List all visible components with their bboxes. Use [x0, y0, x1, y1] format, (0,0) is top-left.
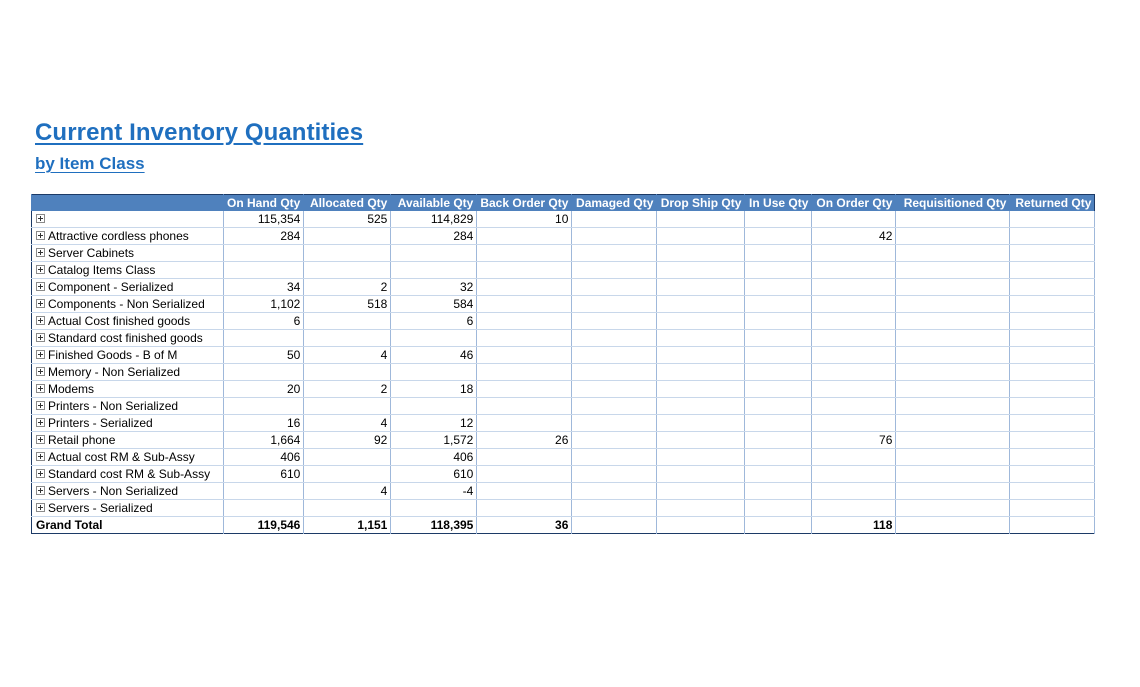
- expand-plus-icon[interactable]: [36, 333, 45, 342]
- value-cell: [1010, 313, 1095, 330]
- row-label: Printers - Non Serialized: [48, 399, 179, 413]
- value-cell: [745, 449, 812, 466]
- value-cell: [1010, 364, 1095, 381]
- value-cell: [812, 500, 896, 517]
- value-cell: [812, 245, 896, 262]
- value-cell: [304, 364, 391, 381]
- row-label-cell: [32, 228, 224, 245]
- value-cell: [657, 432, 745, 449]
- value-cell: [1010, 449, 1095, 466]
- column-header: Drop Ship Qty: [657, 195, 745, 212]
- value-cell: [304, 449, 391, 466]
- value-cell: 1,664: [224, 432, 304, 449]
- value-cell: [745, 211, 812, 228]
- value-cell: [304, 313, 391, 330]
- value-cell: [477, 296, 572, 313]
- value-cell: [896, 466, 1010, 483]
- expand-plus-icon[interactable]: [36, 367, 45, 376]
- expand-plus-icon[interactable]: [36, 384, 45, 393]
- value-cell: [812, 330, 896, 347]
- value-cell: 2: [304, 279, 391, 296]
- value-cell: 18: [391, 381, 477, 398]
- value-cell: [572, 330, 657, 347]
- value-cell: [572, 245, 657, 262]
- value-cell: 20: [224, 381, 304, 398]
- value-cell: -4: [391, 483, 477, 500]
- value-cell: [896, 398, 1010, 415]
- value-cell: [304, 245, 391, 262]
- expand-plus-icon[interactable]: [36, 214, 45, 223]
- row-label: Retail phone: [48, 433, 116, 447]
- report-title: Current Inventory Quantities: [35, 119, 364, 146]
- row-label-cell: [32, 415, 224, 432]
- value-cell: [745, 279, 812, 296]
- value-cell: 114,829: [391, 211, 477, 228]
- value-cell: [745, 466, 812, 483]
- column-header: Back Order Qty: [477, 195, 572, 212]
- value-cell: [896, 330, 1010, 347]
- row-label: Attractive cordless phones: [48, 229, 189, 243]
- row-label: Actual cost RM & Sub-Assy: [48, 450, 195, 464]
- value-cell: [745, 517, 812, 534]
- value-cell: [745, 398, 812, 415]
- value-cell: [896, 500, 1010, 517]
- value-cell: 76: [812, 432, 896, 449]
- value-cell: [745, 381, 812, 398]
- value-cell: [477, 483, 572, 500]
- value-cell: 1,572: [391, 432, 477, 449]
- value-cell: [745, 364, 812, 381]
- value-cell: [896, 483, 1010, 500]
- value-cell: 4: [304, 415, 391, 432]
- value-cell: [745, 296, 812, 313]
- value-cell: [745, 347, 812, 364]
- row-label-cell: [32, 381, 224, 398]
- value-cell: 115,354: [224, 211, 304, 228]
- value-cell: [1010, 517, 1095, 534]
- expand-plus-icon[interactable]: [36, 486, 45, 495]
- expand-plus-icon[interactable]: [36, 435, 45, 444]
- value-cell: [391, 364, 477, 381]
- row-label-cell: [32, 211, 224, 228]
- value-cell: [896, 279, 1010, 296]
- value-cell: [572, 466, 657, 483]
- expand-plus-icon[interactable]: [36, 282, 45, 291]
- value-cell: [657, 517, 745, 534]
- table-row: [32, 398, 1095, 415]
- value-cell: [657, 279, 745, 296]
- expand-plus-icon[interactable]: [36, 503, 45, 512]
- value-cell: [572, 279, 657, 296]
- value-cell: [1010, 245, 1095, 262]
- value-cell: [477, 381, 572, 398]
- value-cell: [896, 211, 1010, 228]
- value-cell: [477, 500, 572, 517]
- row-label-cell: [32, 296, 224, 313]
- row-label-cell: [32, 279, 224, 296]
- expand-plus-icon[interactable]: [36, 231, 45, 240]
- value-cell: [812, 449, 896, 466]
- value-cell: [572, 262, 657, 279]
- value-cell: [304, 500, 391, 517]
- value-cell: [896, 245, 1010, 262]
- value-cell: [812, 398, 896, 415]
- value-cell: 92: [304, 432, 391, 449]
- value-cell: [745, 432, 812, 449]
- row-label: Component - Serialized: [48, 280, 174, 294]
- value-cell: [477, 228, 572, 245]
- column-header: Requisitioned Qty: [896, 195, 1010, 212]
- value-cell: [1010, 466, 1095, 483]
- value-cell: 12: [391, 415, 477, 432]
- expand-plus-icon[interactable]: [36, 265, 45, 274]
- value-cell: [896, 449, 1010, 466]
- value-cell: [477, 466, 572, 483]
- value-cell: 4: [304, 483, 391, 500]
- value-cell: [657, 466, 745, 483]
- value-cell: [572, 517, 657, 534]
- value-cell: [1010, 483, 1095, 500]
- value-cell: 518: [304, 296, 391, 313]
- value-cell: [391, 500, 477, 517]
- value-cell: [391, 330, 477, 347]
- value-cell: 406: [224, 449, 304, 466]
- value-cell: [477, 364, 572, 381]
- value-cell: [657, 262, 745, 279]
- table-row: [32, 381, 1095, 398]
- row-label: Servers - Non Serialized: [48, 484, 179, 498]
- value-cell: [304, 262, 391, 279]
- value-cell: [657, 500, 745, 517]
- value-cell: [896, 364, 1010, 381]
- value-cell: [896, 415, 1010, 432]
- value-cell: [1010, 500, 1095, 517]
- value-cell: 34: [224, 279, 304, 296]
- value-cell: [572, 211, 657, 228]
- value-cell: [224, 330, 304, 347]
- value-cell: [477, 245, 572, 262]
- row-label: Modems: [48, 382, 95, 396]
- value-cell: [477, 262, 572, 279]
- value-cell: 42: [812, 228, 896, 245]
- value-cell: [304, 228, 391, 245]
- value-cell: [745, 228, 812, 245]
- grand-total-row: [32, 517, 1095, 534]
- table-row: [32, 483, 1095, 500]
- column-header: Allocated Qty: [304, 195, 391, 212]
- value-cell: [657, 381, 745, 398]
- value-cell: [304, 398, 391, 415]
- value-cell: 4: [304, 347, 391, 364]
- value-cell: [572, 228, 657, 245]
- value-cell: 584: [391, 296, 477, 313]
- column-header: On Order Qty: [812, 195, 896, 212]
- value-cell: [224, 500, 304, 517]
- value-cell: 10: [477, 211, 572, 228]
- value-cell: [477, 398, 572, 415]
- value-cell: [812, 347, 896, 364]
- value-cell: 284: [224, 228, 304, 245]
- value-cell: [477, 449, 572, 466]
- value-cell: [391, 245, 477, 262]
- row-label: Finished Goods - B of M: [48, 348, 178, 362]
- value-cell: [896, 262, 1010, 279]
- value-cell: [896, 347, 1010, 364]
- value-cell: 118,395: [391, 517, 477, 534]
- value-cell: 284: [391, 228, 477, 245]
- value-cell: 36: [477, 517, 572, 534]
- row-label-cell: [32, 500, 224, 517]
- table-row: [32, 347, 1095, 364]
- row-label: Standard cost finished goods: [48, 331, 203, 345]
- value-cell: [896, 313, 1010, 330]
- row-label: Servers - Serialized: [48, 501, 153, 515]
- value-cell: [745, 500, 812, 517]
- expand-plus-icon[interactable]: [36, 452, 45, 461]
- expand-plus-icon[interactable]: [36, 469, 45, 478]
- value-cell: 610: [391, 466, 477, 483]
- row-label-cell: [32, 398, 224, 415]
- value-cell: [896, 228, 1010, 245]
- value-cell: 46: [391, 347, 477, 364]
- row-label-cell: [32, 313, 224, 330]
- value-cell: [477, 313, 572, 330]
- value-cell: [896, 296, 1010, 313]
- value-cell: [1010, 415, 1095, 432]
- row-label: Server Cabinets: [48, 246, 135, 260]
- value-cell: [896, 432, 1010, 449]
- value-cell: 2: [304, 381, 391, 398]
- expand-plus-icon[interactable]: [36, 418, 45, 427]
- value-cell: 406: [391, 449, 477, 466]
- row-label-cell: [32, 466, 224, 483]
- value-cell: [745, 483, 812, 500]
- value-cell: [304, 466, 391, 483]
- value-cell: [477, 347, 572, 364]
- value-cell: [657, 398, 745, 415]
- value-cell: [812, 364, 896, 381]
- row-label: Standard cost RM & Sub-Assy: [48, 467, 211, 481]
- value-cell: [812, 296, 896, 313]
- value-cell: [657, 483, 745, 500]
- value-cell: [572, 381, 657, 398]
- value-cell: 16: [224, 415, 304, 432]
- value-cell: [572, 364, 657, 381]
- row-label-cell: [32, 364, 224, 381]
- expand-plus-icon[interactable]: [36, 316, 45, 325]
- value-cell: [657, 364, 745, 381]
- value-cell: [572, 347, 657, 364]
- value-cell: [896, 517, 1010, 534]
- column-header: Damaged Qty: [572, 195, 657, 212]
- value-cell: [572, 449, 657, 466]
- value-cell: [812, 483, 896, 500]
- value-cell: [572, 483, 657, 500]
- table-row: [32, 245, 1095, 262]
- value-cell: [224, 483, 304, 500]
- value-cell: [657, 296, 745, 313]
- grand-total-label: [32, 517, 224, 534]
- column-header: Available Qty: [391, 195, 477, 212]
- value-cell: [224, 364, 304, 381]
- value-cell: [477, 415, 572, 432]
- value-cell: 50: [224, 347, 304, 364]
- row-label-cell: [32, 262, 224, 279]
- value-cell: [572, 500, 657, 517]
- value-cell: [1010, 279, 1095, 296]
- header-row-label: [32, 195, 224, 212]
- value-cell: [304, 330, 391, 347]
- value-cell: 118: [812, 517, 896, 534]
- value-cell: [657, 245, 745, 262]
- row-label: Printers - Serialized: [48, 416, 153, 430]
- expand-plus-icon[interactable]: [36, 350, 45, 359]
- value-cell: [572, 398, 657, 415]
- value-cell: [812, 313, 896, 330]
- column-header: Returned Qty: [1010, 195, 1095, 212]
- value-cell: [657, 211, 745, 228]
- expand-plus-icon[interactable]: [36, 299, 45, 308]
- value-cell: [812, 262, 896, 279]
- table-row: [32, 330, 1095, 347]
- row-label: Memory - Non Serialized: [48, 365, 181, 379]
- value-cell: [812, 381, 896, 398]
- row-label-cell: [32, 483, 224, 500]
- value-cell: 1,102: [224, 296, 304, 313]
- value-cell: [1010, 381, 1095, 398]
- row-label-cell: [32, 449, 224, 466]
- value-cell: [391, 398, 477, 415]
- value-cell: [745, 262, 812, 279]
- table-row: [32, 415, 1095, 432]
- table-row: [32, 228, 1095, 245]
- value-cell: [391, 262, 477, 279]
- column-header: On Hand Qty: [224, 195, 304, 212]
- row-label-cell: [32, 432, 224, 449]
- table-row: [32, 313, 1095, 330]
- value-cell: [812, 466, 896, 483]
- value-cell: 525: [304, 211, 391, 228]
- table-row: [32, 432, 1095, 449]
- table-row: [32, 449, 1095, 466]
- value-cell: [812, 415, 896, 432]
- table-row: [32, 296, 1095, 313]
- column-header: In Use Qty: [745, 195, 812, 212]
- row-label-cell: [32, 347, 224, 364]
- value-cell: [224, 398, 304, 415]
- row-label-cell: [32, 245, 224, 262]
- value-cell: [1010, 330, 1095, 347]
- value-cell: 1,151: [304, 517, 391, 534]
- value-cell: [1010, 347, 1095, 364]
- value-cell: 6: [224, 313, 304, 330]
- value-cell: [572, 313, 657, 330]
- value-cell: [745, 313, 812, 330]
- value-cell: [812, 211, 896, 228]
- header-row: [32, 195, 1095, 212]
- value-cell: 26: [477, 432, 572, 449]
- value-cell: [1010, 211, 1095, 228]
- value-cell: [224, 245, 304, 262]
- inventory-pivot-table: [31, 194, 1095, 534]
- value-cell: [745, 330, 812, 347]
- value-cell: 6: [391, 313, 477, 330]
- value-cell: [896, 381, 1010, 398]
- row-label-cell: [32, 330, 224, 347]
- expand-plus-icon[interactable]: [36, 248, 45, 257]
- value-cell: [1010, 432, 1095, 449]
- value-cell: [572, 432, 657, 449]
- value-cell: [1010, 228, 1095, 245]
- value-cell: [1010, 296, 1095, 313]
- table-row: [32, 466, 1095, 483]
- value-cell: [572, 415, 657, 432]
- value-cell: [657, 347, 745, 364]
- value-cell: [745, 245, 812, 262]
- value-cell: [657, 313, 745, 330]
- table-row: [32, 364, 1095, 381]
- row-label: Catalog Items Class: [48, 263, 156, 277]
- table-row: [32, 279, 1095, 296]
- value-cell: [572, 296, 657, 313]
- value-cell: [1010, 262, 1095, 279]
- value-cell: [657, 449, 745, 466]
- value-cell: [657, 415, 745, 432]
- value-cell: [657, 330, 745, 347]
- table-row: [32, 262, 1095, 279]
- value-cell: [657, 228, 745, 245]
- report-subtitle: by Item Class: [35, 154, 145, 173]
- expand-plus-icon[interactable]: [36, 401, 45, 410]
- value-cell: [224, 262, 304, 279]
- value-cell: [812, 279, 896, 296]
- table-row: [32, 500, 1095, 517]
- row-label: Actual Cost finished goods: [48, 314, 191, 328]
- row-label: Components - Non Serialized: [48, 297, 205, 311]
- value-cell: [1010, 398, 1095, 415]
- value-cell: [477, 330, 572, 347]
- table-row: [32, 211, 1095, 228]
- value-cell: [745, 415, 812, 432]
- value-cell: [477, 279, 572, 296]
- row-label: Grand Total: [36, 518, 103, 532]
- value-cell: 610: [224, 466, 304, 483]
- value-cell: 32: [391, 279, 477, 296]
- value-cell: 119,546: [224, 517, 304, 534]
